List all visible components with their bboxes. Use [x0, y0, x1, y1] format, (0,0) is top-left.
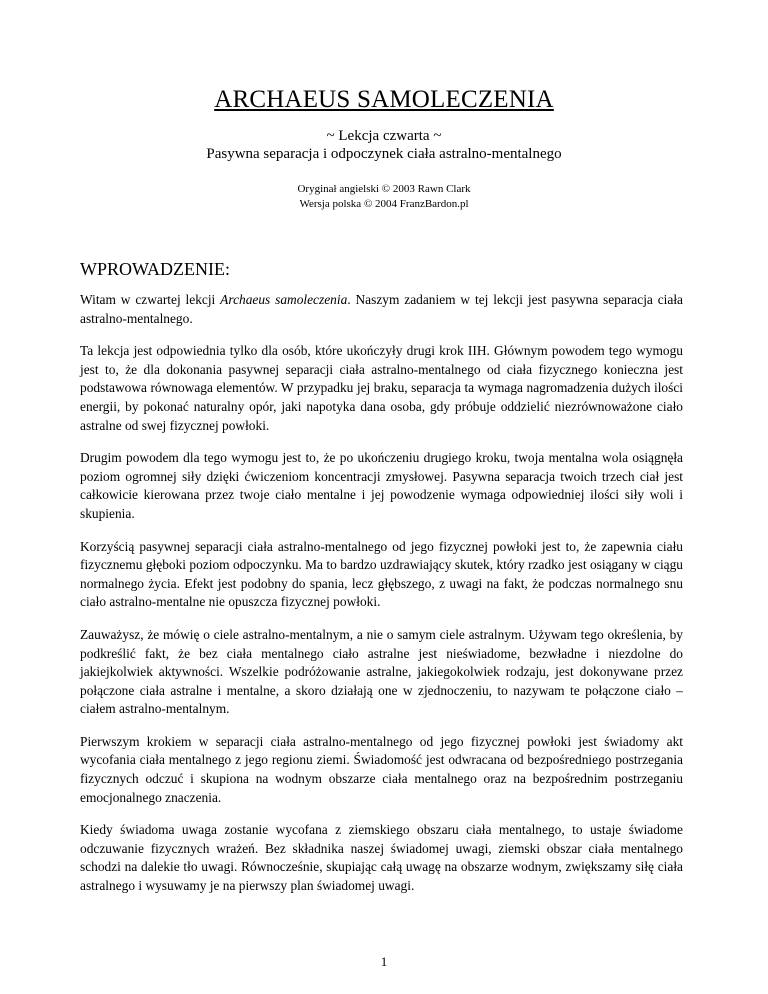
paragraph-4: Korzyścią pasywnej separacji ciała astralno-mentalnego od jego fizycznej powłoki jest to, że zapewnia ciału fizycznemu głęboki poziom odpoczynku. Ma to bardzo uzdrawiający skutek, który rzadko jest osiągany w ciągu normalnego życia. Efekt jest podobny do spania, lecz głębszego, z uwagi na fakt, że podczas normalnego snu ciało astralno-mentalne nie opuszcza fizycznej powłoki. — [80, 538, 683, 610]
paragraph-3: Drugim powodem dla tego wymogu jest to, że po ukończeniu drugiego kroku, twoja mentalna wola osiągnęła poziom ogromnej siły dzięki ćwiczeniom koncentracji zmysłowej. Pasywna separacja twoich trzech ciał jest całkowicie kierowana przez twoje ciało mentalne i jej powodzenie wymaga odpowiedniej ilości siły woli i skupienia. — [80, 450, 683, 521]
paragraph-6: Pierwszym krokiem w separacji ciała astralno-mentalnego od jego fizycznej powłoki jest świadomy akt wycofania ciała mentalnego z jego regionu ziemi. Świadomość jest odwracana od bezpośredniego postrzegania fizycznych odczuć i skupiona na wodnym obszarze ciała mentalnego oraz na bezpośrednim postrzeganiu emocjonalnego znaczenia. — [80, 733, 683, 805]
lesson-title: Pasywna separacja i odpoczynek ciała astralno-mentalnego — [206, 146, 562, 162]
paragraph-1 — [80, 291, 683, 328]
document-subtitle — [0, 127, 768, 163]
original-credit: Oryginał angielski © 2003 Rawn Clark — [297, 183, 471, 195]
paragraph-5: Zauważysz, że mówię o ciele astralno-mentalnym, a nie o samym ciele astralnym. Używam tego określenia, by podkreślić fakt, że bez ciała mentalnego ciało astralne jest nieświadome, bezwładne i niezdolne do jakiejkolwiek aktywności. Wszelkie podróżowanie astralne, jakiegokolwiek rodzaju, jest dokonywane przez połączone ciała astralne i mentalne, a skoro działają one w zjednoczeniu, to nazywam te połączone ciało – ciałem astralno-mentalnym. — [80, 626, 683, 717]
paragraph-1-start: Witam w czwartej lekcji — [80, 292, 221, 307]
page-number: 1 — [380, 954, 388, 969]
lesson-label: ~ Lekcja czwarta ~ — [326, 128, 442, 144]
paragraph-1-end: . Naszym zadaniem w tej lekcji jest pasywna separacja ciała astralno-mentalnego. — [80, 292, 683, 326]
document-body — [80, 291, 683, 910]
section-heading: WPROWADZENIE: — [80, 259, 230, 279]
paragraph-7: Kiedy świadoma uwaga zostanie wycofana z ziemskiego obszaru ciała mentalnego, to ustaje świadome odczuwanie fizycznych wrażeń. Bez składnika naszej świadomej uwagi, ziemski obszar ciała mentalnego schodzi na dalekie tło uwagi. Równocześnie, skupiając całą uwagę na obszarze wodnym, zwiększamy siłę ciała astralnego i wysuwamy je na pierwszy plan świadomej uwagi. — [80, 822, 683, 894]
paragraph-1-italic: Archaeus samoleczenia — [220, 292, 348, 307]
copyright-credits — [0, 182, 768, 212]
paragraph-2: Ta lekcja jest odpowiednia tylko dla osób, które ukończyły drugi krok IIH. Głównym powodem tego wymogu jest to, że dla dokonania pasywnej separacji ciała astralno-mentalnego od ciała fizycznego konieczna jest podstawowa równowaga elementów. W przypadku jej braku, separacja ta wymaga nagromadzenia dużych ilości energii, by pokonać naturalny opór, jaki napotyka dana osoba, gdy próbuje oddzielić niezrównoważone ciało astralne od swej fizycznej powłoki. — [80, 343, 683, 433]
document-title: ARCHAEUS SAMOLECZENIA — [214, 86, 554, 113]
translation-credit: Wersja polska © 2004 FranzBardon.pl — [299, 198, 469, 210]
